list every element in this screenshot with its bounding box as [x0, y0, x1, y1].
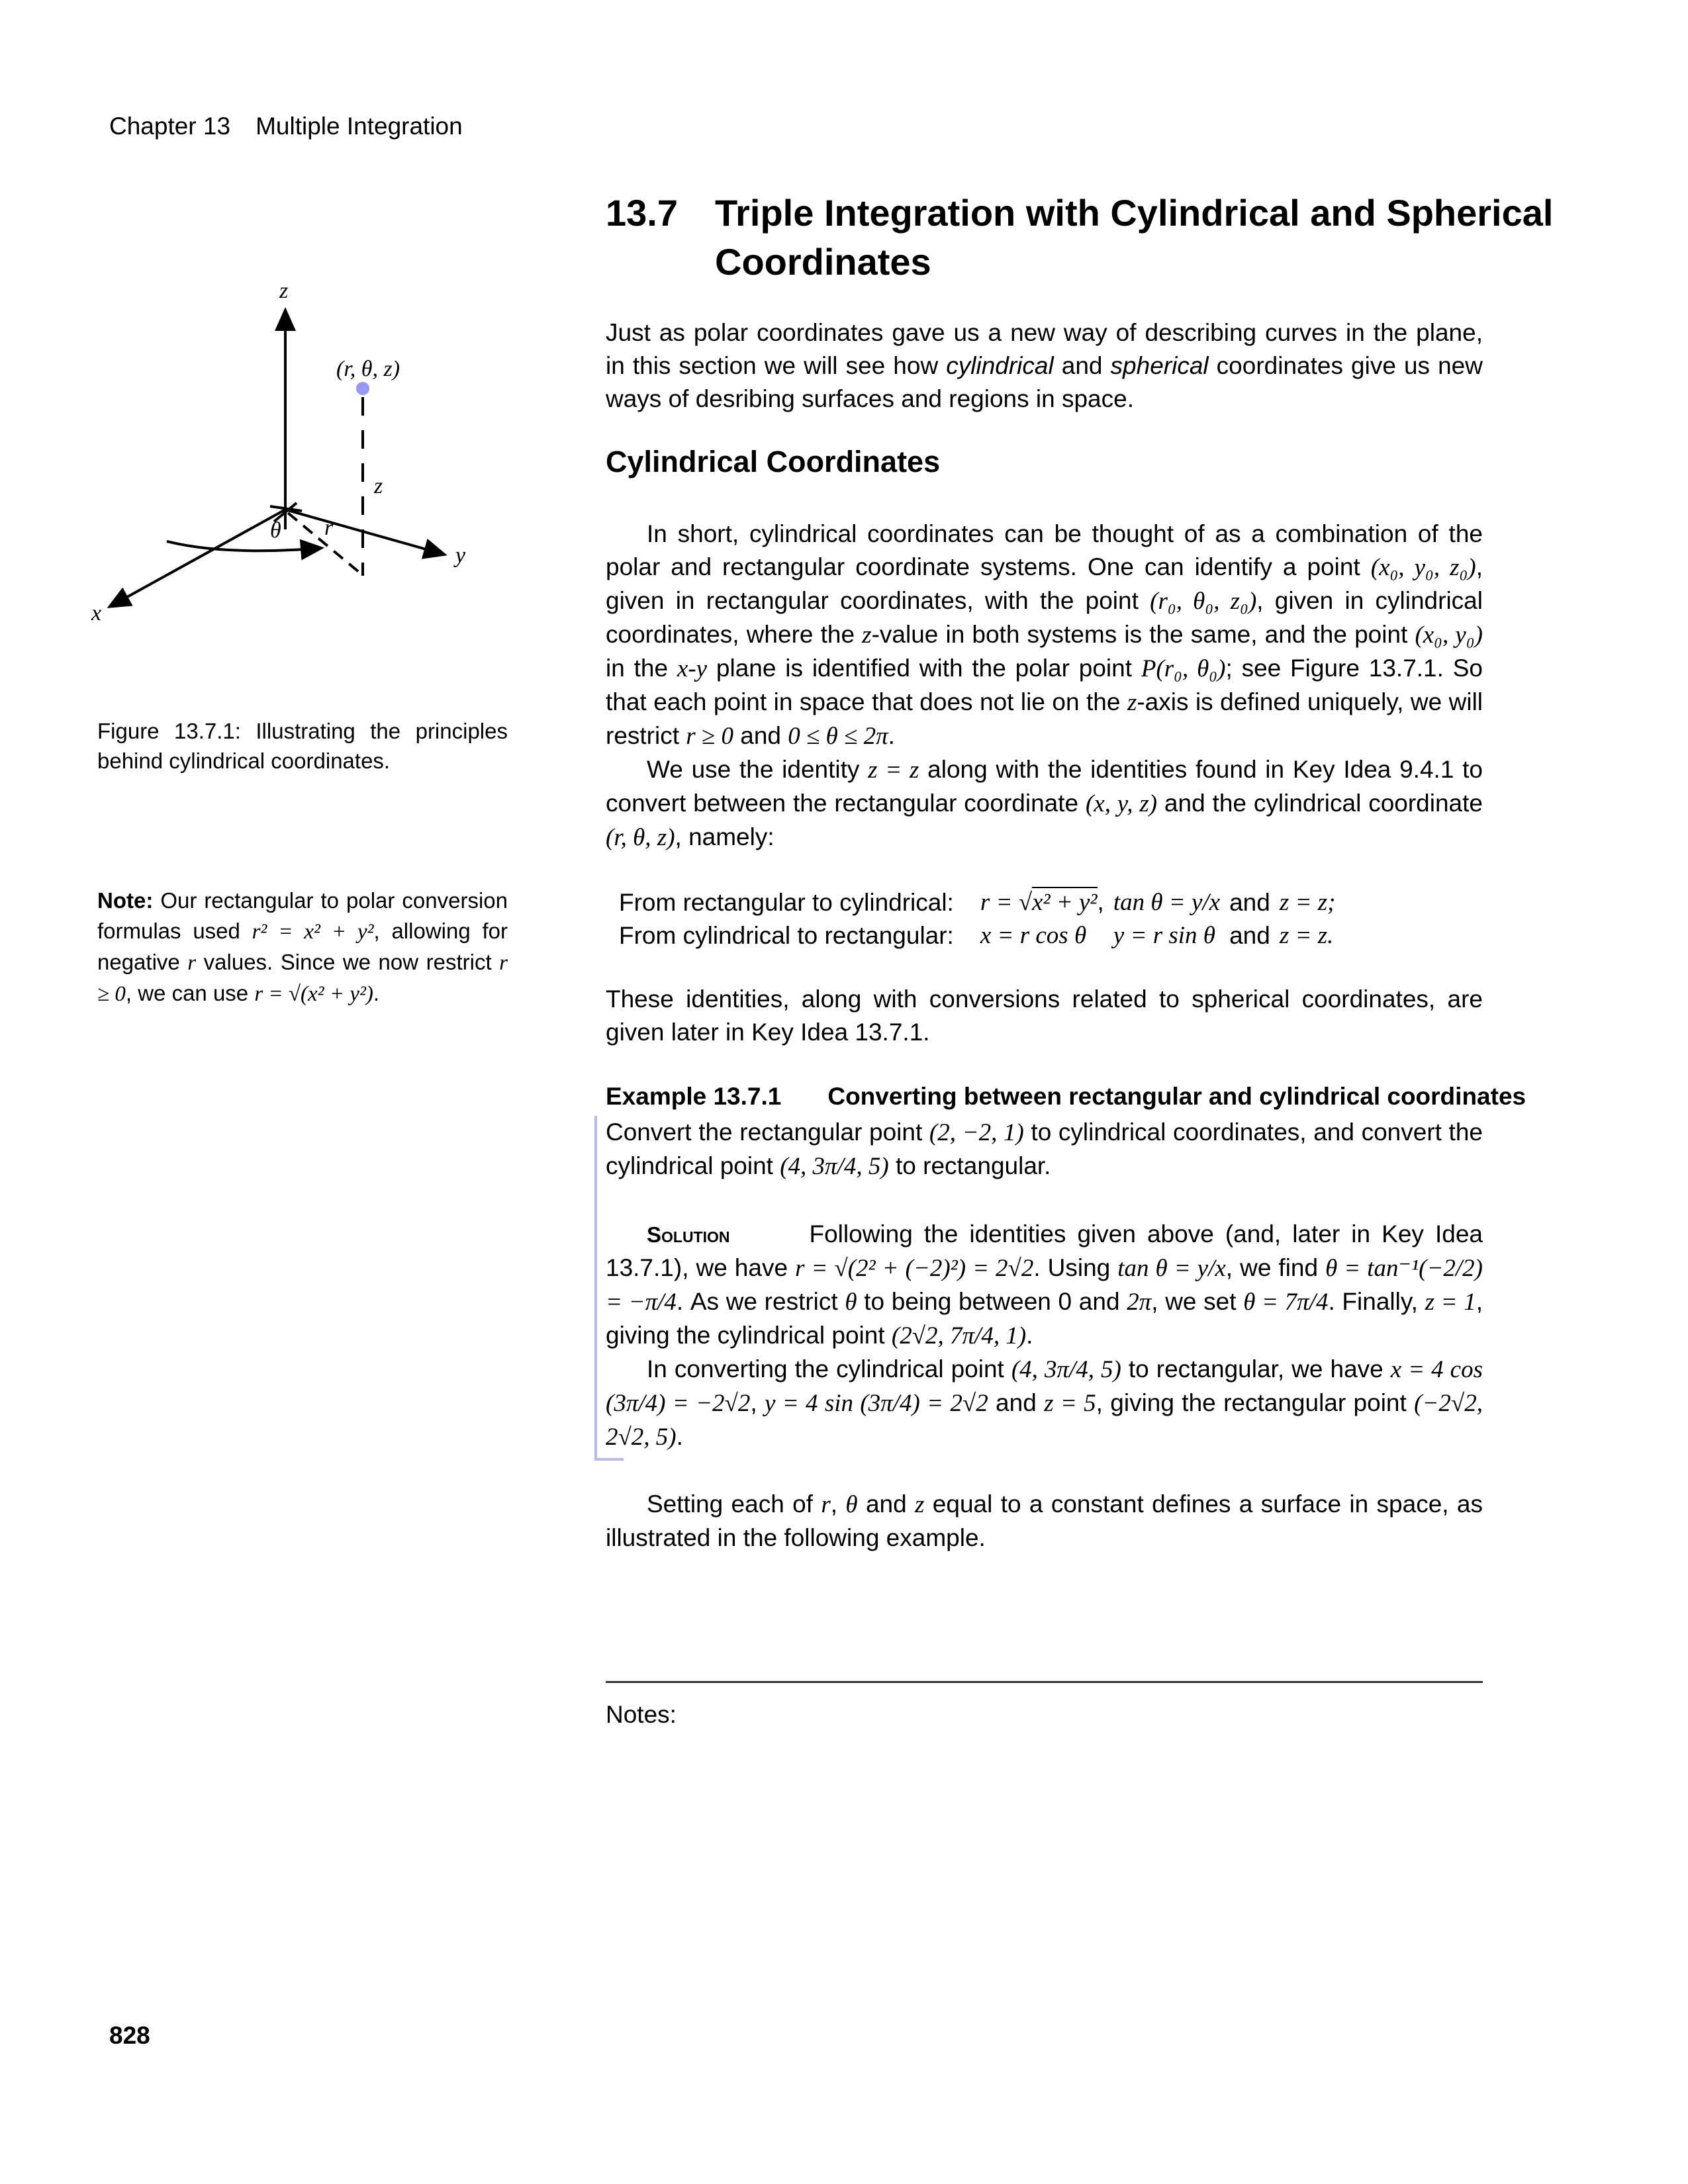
math: (4, 3π/4, 5): [780, 1153, 889, 1180]
math: r: [187, 951, 197, 975]
math: (4, 3π/4, 5): [1011, 1356, 1121, 1383]
math: (−2√2, 2√2, 5): [606, 1390, 1483, 1451]
text: values. Since we now restrict: [196, 950, 500, 974]
math: r: [821, 1491, 831, 1518]
text: and the cylindrical coordinate: [1157, 790, 1483, 817]
text: in the: [606, 655, 677, 682]
text: .: [1026, 1322, 1033, 1349]
text: to rectangular.: [888, 1152, 1051, 1179]
text: , allowing for negative: [97, 919, 508, 974]
text: along with the identities found in Key Idea 9.4.1 to convert between the rectangular coordinate: [606, 756, 1483, 817]
angle-label: θ: [270, 518, 281, 543]
theta-arc: [167, 541, 322, 551]
text: . Finally,: [1328, 1288, 1425, 1315]
math: θ = 7π/4: [1243, 1289, 1329, 1316]
solution-paragraph: [606, 1218, 1483, 1353]
math: z = 1: [1425, 1289, 1476, 1316]
example-accent-bar-foot: [594, 1458, 624, 1461]
text: .: [373, 981, 380, 1005]
emphasis-cylindrical: cylindrical: [946, 352, 1054, 379]
formula-z: z = z;: [1279, 888, 1336, 916]
formula-label: From cylindrical to rectangular:: [619, 922, 954, 949]
page-number: 828: [109, 2022, 150, 2049]
text: -value in both systems is the same, and the point: [871, 621, 1415, 648]
text: ,: [830, 1490, 846, 1518]
math: r ≥ 0: [97, 951, 508, 1006]
subsection-heading: Cylindrical Coordinates: [606, 445, 941, 478]
paragraph: [606, 518, 1483, 753]
text: Setting each of: [647, 1490, 821, 1518]
text: , we set: [1151, 1288, 1244, 1315]
text: , we find: [1225, 1254, 1326, 1281]
formula-r: [980, 886, 1113, 919]
text: to cylindrical coordinates, and convert the cylindrical point: [606, 1118, 1483, 1179]
x-axis: [109, 510, 285, 607]
math: x-y: [677, 655, 708, 682]
y-axis-label: y: [455, 543, 466, 568]
radicand: x² + y²: [1032, 887, 1098, 916]
math: P(r₀, θ₀): [1141, 655, 1226, 682]
math: (x₀, y₀, z₀): [1370, 554, 1476, 581]
math: (r, θ, z): [606, 824, 675, 851]
section-title-line2: Coordinates: [715, 241, 931, 283]
text: ,: [750, 1389, 765, 1416]
solution-label: Solution: [647, 1222, 730, 1247]
text: plane is identified with the polar point: [707, 655, 1141, 682]
example-solution: [606, 1218, 1483, 1454]
text: and: [857, 1490, 915, 1518]
math: (2, −2, 1): [929, 1119, 1024, 1146]
math: x = 4 cos (3π/4) = −2√2: [606, 1356, 1483, 1417]
text: , given in rectangular coordinates, with the point: [606, 553, 1483, 614]
paragraph: These identities, along with conversions related to spherical coordinates, are given later in Key Idea 13.7.1.: [606, 985, 1483, 1046]
formula-z: z = z.: [1279, 922, 1334, 949]
formula-theta: tan θ = y/x: [1113, 888, 1221, 916]
math: z: [1127, 689, 1137, 716]
math: z: [915, 1491, 925, 1518]
cylindrical-intro-paragraphs: [606, 518, 1483, 854]
notes-divider: [606, 1681, 1483, 1683]
math: r ≥ 0: [686, 723, 733, 750]
text: . As we restrict: [676, 1288, 845, 1315]
intro-text: and: [1053, 352, 1111, 379]
math: r = √: [980, 889, 1033, 916]
text: ; see Figure 13.7.1. So that each point in space that does not lie on the: [606, 655, 1483, 715]
math: z = 5: [1044, 1390, 1096, 1417]
math: (x₀, y₀): [1415, 621, 1483, 649]
example-title: Converting between rectangular and cylindrical coordinates: [827, 1083, 1526, 1110]
conversion-formulas: [619, 886, 1344, 952]
math: θ: [845, 1491, 858, 1518]
text: and: [733, 722, 788, 749]
text: to rectangular, we have: [1121, 1355, 1391, 1383]
point-label: (r, θ, z): [336, 357, 400, 381]
text: ,: [1097, 888, 1104, 915]
running-header: [109, 113, 463, 140]
notes-label: Notes:: [606, 1701, 677, 1728]
math: r² = x² + y²: [252, 920, 374, 944]
text: In converting the cylindrical point: [647, 1355, 1011, 1383]
math: 2π: [1127, 1289, 1152, 1316]
note-label: Note:: [97, 888, 154, 913]
z-axis-label: z: [279, 279, 289, 303]
section-title: [606, 189, 1553, 287]
conjunction: and: [1229, 888, 1270, 916]
radius-label: r: [324, 516, 334, 540]
math: tan θ = y/x: [1117, 1255, 1226, 1282]
cylindrical-coordinates-figure: [66, 265, 530, 728]
text: -axis is defined uniquely, we will restrict: [606, 688, 1483, 749]
formula-row: [619, 919, 1344, 952]
example-accent-bar: [594, 1116, 597, 1460]
example-heading: [606, 1083, 1526, 1111]
height-label: z: [374, 474, 383, 498]
formula-row: [619, 886, 1344, 919]
math: z = z: [868, 756, 919, 784]
text: In short, cylindrical coordinates can be thought of as a combination of the polar and rectangular coordinate systems. One can identify a point: [606, 520, 1483, 580]
chapter-number: Chapter 13: [109, 113, 231, 140]
text: We use the identity: [647, 756, 868, 783]
text: Our rectangular to polar conversion formulas used: [97, 888, 508, 943]
math: r = √(x² + y²): [254, 982, 373, 1006]
conjunction: and: [1229, 922, 1270, 949]
math: r = √(2² + (−2)²) = 2√2: [795, 1255, 1034, 1282]
text: equal to a constant defines a surface in space, as illustrated in the following example.: [606, 1490, 1483, 1551]
math: y = 4 sin (3π/4) = 2√2: [764, 1390, 988, 1417]
text: to being between 0 and: [857, 1288, 1127, 1315]
text: and: [988, 1389, 1045, 1416]
paragraph: [606, 753, 1483, 854]
section-title-line1: Triple Integration with Cylindrical and Spherical: [715, 192, 1554, 234]
formula-label: From rectangular to cylindrical:: [619, 888, 954, 916]
section-number: 13.7: [606, 192, 678, 234]
solution-paragraph: [606, 1353, 1483, 1454]
intro-text: coordinates give us new ways of desribing surfaces and regions in space.: [606, 352, 1483, 412]
formula-y: y = r sin θ: [1113, 922, 1215, 949]
point-marker: [356, 382, 369, 395]
text: . Using: [1033, 1254, 1118, 1281]
text: , giving the cylindrical point: [606, 1288, 1483, 1349]
math: (2√2, 7π/4, 1): [891, 1322, 1027, 1349]
text: , giving the rectangular point: [1096, 1389, 1415, 1416]
math: (x, y, z): [1085, 790, 1158, 817]
text: , namely:: [675, 823, 774, 850]
math: θ: [845, 1289, 857, 1316]
intro-text: Just as polar coordinates gave us a new way of describing curves in the plane, in this section we will see how: [606, 319, 1483, 379]
chapter-title: Multiple Integration: [256, 113, 463, 140]
example-statement: [606, 1116, 1483, 1183]
example-label: Example 13.7.1: [606, 1083, 782, 1110]
math: 0 ≤ θ ≤ 2π: [788, 723, 888, 750]
text: .: [888, 722, 895, 749]
paragraph: [606, 1488, 1483, 1555]
text: Following the identities given above (and, later in Key Idea 13.7.1), we have: [606, 1220, 1483, 1281]
text: Convert the rectangular point: [606, 1118, 929, 1146]
text: , given in cylindrical coordinates, where the: [606, 587, 1483, 648]
formula-x: x = r cos θ: [980, 922, 1087, 949]
intro-paragraph: [606, 316, 1483, 416]
math: z: [862, 621, 872, 649]
math: θ = tan⁻¹(−2/2) = −π/4: [606, 1255, 1483, 1316]
margin-note: [97, 886, 508, 1009]
emphasis-spherical: spherical: [1110, 352, 1209, 379]
text: , we can use: [125, 981, 255, 1005]
figure-caption: Figure 13.7.1: Illustrating the principles behind cylindrical coordinates.: [97, 719, 508, 773]
math: (r₀, θ₀, z₀): [1150, 588, 1257, 615]
x-axis-label: x: [91, 601, 102, 625]
text: .: [676, 1423, 683, 1450]
